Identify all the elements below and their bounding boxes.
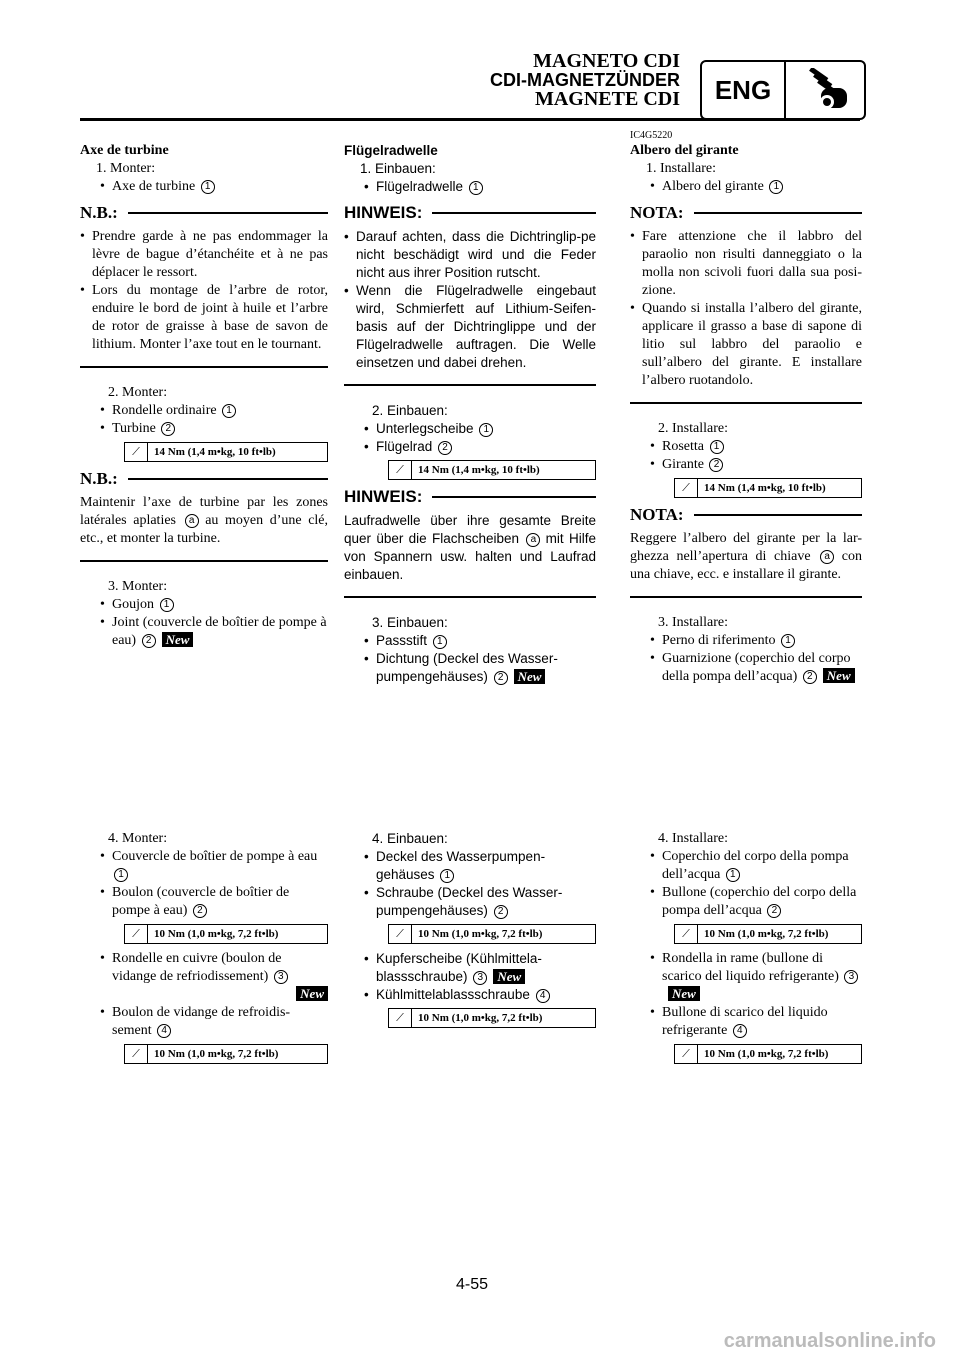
new-part-badge: New <box>823 668 855 683</box>
column-french <box>80 142 328 650</box>
column-german <box>344 142 596 686</box>
callout-2: 2 <box>803 670 817 684</box>
fr-step3-label: 3. Monter: <box>108 579 168 594</box>
callout-3: 3 <box>844 970 858 984</box>
section-tab-label: ENG <box>702 62 786 118</box>
it-heading: Albero del girante <box>630 143 739 158</box>
de-step3-label: 3. Einbauen: <box>372 615 448 630</box>
fr-torque-spec-1: ⟋ 14 Nm (1,4 m•kg, 10 ft•lb) <box>124 442 328 462</box>
fr-step2-item1: • Rondelle ordinaire 1 <box>80 402 328 420</box>
fr-step4-item3: • Rondelle en cuivre (boulon de vidange de refriodissement) 3 <box>80 950 328 986</box>
fr-step3-item2: • Joint (couvercle de boîtier de pompe à eau) 2 New <box>80 614 328 650</box>
callout-2: 2 <box>438 441 452 455</box>
de-note1-header <box>344 204 596 222</box>
it-step4-label: 4. Installare: <box>658 831 728 846</box>
fr-note1-header <box>80 204 328 222</box>
fr-step4-item1: • Couvercle de boîtier de pompe à eau 1 <box>80 848 328 884</box>
callout-4: 4 <box>536 989 550 1003</box>
callout-a: a <box>820 550 834 564</box>
fr-step4-item3-new <box>80 986 328 1004</box>
it-step2-label: 2. Installare: <box>658 421 728 436</box>
wrench-icon: ⟋ <box>125 1045 148 1063</box>
page-number: 4-55 <box>456 1276 489 1293</box>
column-italian <box>630 130 862 686</box>
it-note2-header <box>630 506 862 524</box>
de-step2-item1: • Unterlegscheibe 1 <box>344 420 596 438</box>
fr-step4-label: 4. Monter: <box>108 831 168 846</box>
callout-1: 1 <box>201 180 215 194</box>
de-note1-bullet1: • Darauf achten, dass die Dichtringlip-pe nicht beschädigt wird und die Feder nicht aus ihrer Position rutscht. <box>344 228 596 282</box>
de-step2-label: 2. Einbauen: <box>372 403 448 418</box>
it-torque-spec-3: ⟋ 10 Nm (1,0 m•kg, 7,2 ft•lb) <box>674 1044 862 1064</box>
fr-note1-label: N.B.: <box>80 203 118 222</box>
column-italian-step4 <box>630 830 862 1070</box>
it-torque-spec-2: ⟋ 10 Nm (1,0 m•kg, 7,2 ft•lb) <box>674 924 862 944</box>
it-note2-label: NOTA: <box>630 505 684 524</box>
new-part-badge: New <box>514 669 546 684</box>
fr-note1-bullet1: • Prendre garde à ne pas endommager la lèvre de bague d’étanchéite et à ne pas déplacer le ressort. <box>80 228 328 282</box>
de-note2-end-rule <box>344 596 596 598</box>
section-title-line3: MAGNETE CDI <box>534 88 680 110</box>
new-part-badge: New <box>296 986 328 1001</box>
de-step3-item2: • Dichtung (Deckel des Wasser-pumpengehäuses) 2 New <box>344 650 596 686</box>
de-step4-item3: • Kupferscheibe (Kühlmittela-blassschraube) 3 New <box>344 950 596 986</box>
de-note1-end-rule <box>344 384 596 386</box>
de-step1-label: 1. Einbauen: <box>360 161 436 176</box>
callout-3: 3 <box>274 970 288 984</box>
callout-1: 1 <box>433 635 447 649</box>
de-torque-spec-2: ⟋ 10 Nm (1,0 m•kg, 7,2 ft•lb) <box>388 924 596 944</box>
de-step2-item2: • Flügelrad 2 <box>344 438 596 456</box>
de-note2-label: HINWEIS: <box>344 487 423 506</box>
new-part-badge: New <box>162 632 194 647</box>
de-note2-header <box>344 488 596 506</box>
fr-note1-end-rule <box>80 366 328 368</box>
callout-1: 1 <box>479 423 493 437</box>
de-step1-item1: • Flügelradwelle 1 <box>344 178 596 196</box>
fr-note2-label: N.B.: <box>80 469 118 488</box>
callout-1: 1 <box>222 404 236 418</box>
de-step4-item1: • Deckel des Wasserpumpen-gehäuses 1 <box>344 848 596 884</box>
it-step3-label: 3. Installare: <box>658 615 728 630</box>
fr-step4-item2: • Boulon (couvercle de boîtier de pompe à eau) 2 <box>80 884 328 920</box>
callout-1: 1 <box>726 868 740 882</box>
wrench-icon: ⟋ <box>125 443 148 461</box>
callout-4: 4 <box>157 1024 171 1038</box>
it-section-code: IC4G5220 <box>630 130 673 141</box>
header-rule <box>80 118 860 121</box>
column-french-step4 <box>80 830 328 1070</box>
it-note2-end-rule <box>630 596 862 598</box>
fr-step2-label: 2. Monter: <box>108 385 168 400</box>
engine-icon <box>786 62 864 118</box>
it-note1-end-rule <box>630 402 862 404</box>
de-step4-item4: • Kühlmittelablassschraube 4 <box>344 986 596 1004</box>
callout-2: 2 <box>161 422 175 436</box>
fr-step3-item1: • Goujon 1 <box>80 596 328 614</box>
callout-2: 2 <box>494 905 508 919</box>
de-note1-label: HINWEIS: <box>344 203 423 222</box>
it-note1-bullet2: • Quando si installa l’albero del girante, applicare il grasso a base di sapone di litio sul labbro del paraolio e sull’albero del girante. E installare l’albero ruotandolo. <box>630 300 862 390</box>
fr-torque-spec-3: ⟋ 10 Nm (1,0 m•kg, 7,2 ft•lb) <box>124 1044 328 1064</box>
de-torque-spec-1: ⟋ 14 Nm (1,4 m•kg, 10 ft•lb) <box>388 460 596 480</box>
section-title-line2: CDI-MAGNETZÜNDER <box>490 70 680 90</box>
it-step2-item2: • Girante 2 <box>630 456 862 474</box>
it-note1-label: NOTA: <box>630 203 684 222</box>
section-tab <box>700 60 866 120</box>
section-title-line1: MAGNETO CDI <box>533 50 680 72</box>
wrench-icon: ⟋ <box>389 461 412 479</box>
callout-1: 1 <box>160 598 174 612</box>
it-note1-header <box>630 204 862 222</box>
de-heading: Flügelradwelle <box>344 143 438 158</box>
wrench-icon: ⟋ <box>389 1009 412 1027</box>
it-step4-item2: • Bullone (coperchio del corpo della pompa dell’acqua 2 <box>630 884 862 920</box>
column-german-step4 <box>344 830 596 1034</box>
it-step3-item1: • Perno di riferimento 1 <box>630 632 862 650</box>
wrench-icon: ⟋ <box>389 925 412 943</box>
fr-torque-spec-2: ⟋ 10 Nm (1,0 m•kg, 7,2 ft•lb) <box>124 924 328 944</box>
de-note2-text: Laufradwelle über ihre gesamte Breite quer über die Flachscheiben a mit Hilfe von Spannern usw. halten und Laufrad einbauen. <box>344 513 596 582</box>
fr-heading: Axe de turbine <box>80 143 169 158</box>
callout-2: 2 <box>767 904 781 918</box>
callout-2: 2 <box>193 904 207 918</box>
de-step4-item2: • Schraube (Deckel des Wasser-pumpengehäuses) 2 <box>344 884 596 920</box>
callout-1: 1 <box>440 869 454 883</box>
it-step4-item1: • Coperchio del corpo della pompa dell’acqua 1 <box>630 848 862 884</box>
de-step3-item1: • Passstift 1 <box>344 632 596 650</box>
it-step4-item3: • Rondella in rame (bullone di scarico del liquido refrigerante) 3New <box>630 950 862 1004</box>
fr-step4-item4: • Boulon de vidange de refroidis-sement 4 <box>80 1004 328 1040</box>
fr-note2-end-rule <box>80 560 328 562</box>
callout-1: 1 <box>114 868 128 882</box>
callout-4: 4 <box>733 1024 747 1038</box>
it-note1-bullet1: • Fare attenzione che il labbro del paraolio non risulti danneggiato o la molla non scivoli fuori dalla sua posi-zione. <box>630 228 862 300</box>
it-step2-item1: • Rosetta 1 <box>630 438 862 456</box>
it-step4-item4: • Bullone di scarico del liquido refrigerante 4 <box>630 1004 862 1040</box>
de-note1-bullet2: • Wenn die Flügelradwelle eingebaut wird, Schmierfett auf Lithium-Seifen-basis auf der Dichtringlippe und der Flügelradwelle auftragen. Die Welle einsetzen und dabei drehen. <box>344 282 596 372</box>
fr-note1-bullet2: • Lors du montage de l’arbre de rotor, enduire le bord de joint à huile et l’arbre de rotor de graisse à base de savon de lithium. Monter l’axe tout en le tournant. <box>80 282 328 354</box>
callout-a: a <box>526 533 540 547</box>
de-step4-label: 4. Einbauen: <box>372 831 448 846</box>
wrench-icon: ⟋ <box>125 925 148 943</box>
fr-note2-text: Maintenir l’axe de turbine par les zones latérales aplaties a au moyen d’une clé, etc., et monter la turbine. <box>80 495 329 546</box>
fr-step1-item1: • Axe de turbine 1 <box>80 178 328 196</box>
it-step3-item2: • Guarnizione (coperchio del corpo della pompa dell’acqua) 2 New <box>630 650 862 686</box>
new-part-badge: New <box>668 986 700 1001</box>
callout-1: 1 <box>769 180 783 194</box>
wrench-icon: ⟋ <box>675 479 698 497</box>
de-torque-spec-3: ⟋ 10 Nm (1,0 m•kg, 7,2 ft•lb) <box>388 1008 596 1028</box>
fr-note2-header <box>80 470 328 488</box>
callout-1: 1 <box>781 634 795 648</box>
wrench-icon: ⟋ <box>675 1045 698 1063</box>
footer-watermark[interactable]: carmanualsonline.info <box>723 1330 936 1352</box>
callout-3: 3 <box>473 971 487 985</box>
callout-2: 2 <box>494 671 508 685</box>
it-step1-label: 1. Installare: <box>646 161 716 176</box>
callout-2: 2 <box>142 634 156 648</box>
callout-1: 1 <box>710 440 724 454</box>
it-torque-spec-1: ⟋ 14 Nm (1,4 m•kg, 10 ft•lb) <box>674 478 862 498</box>
new-part-badge: New <box>493 969 525 984</box>
fr-step2-item2: • Turbine 2 <box>80 420 328 438</box>
fr-step1-label: 1. Monter: <box>96 161 156 176</box>
callout-a: a <box>185 514 199 528</box>
it-step1-item1: • Albero del girante 1 <box>630 178 862 196</box>
callout-1: 1 <box>469 181 483 195</box>
wrench-icon: ⟋ <box>675 925 698 943</box>
section-title <box>490 52 680 109</box>
callout-2: 2 <box>709 458 723 472</box>
it-note2-text: Reggere l’albero del girante per la lar-ghezza nell’apertura di chiave a con una chiave, ecc. e installare il girante. <box>630 531 863 582</box>
